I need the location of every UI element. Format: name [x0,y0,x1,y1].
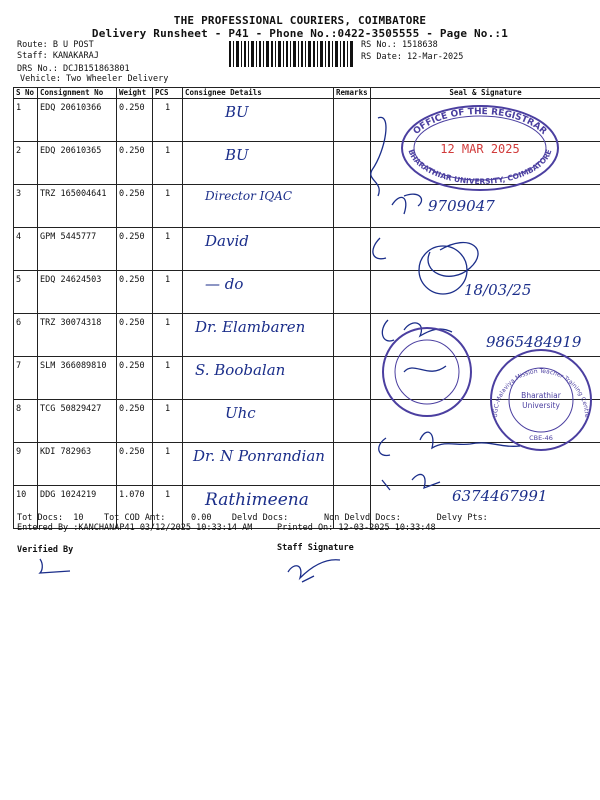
consignee-handwriting: Dr. N Ponrandian [193,447,325,465]
runsheet-subtitle: Delivery Runsheet - P41 - Phone No.:0422-3505555 - Page No.:1 [91,27,509,40]
verifier-signature [30,555,80,580]
cell-sno: 6 [14,314,38,357]
cell-pcs: 1 [153,357,183,400]
cell-sno: 4 [14,228,38,271]
cell-consignment: EDQ 20610365 [38,142,117,185]
cell-pcs: 1 [153,99,183,142]
cell-weight: 1.070 [117,486,153,529]
totals-line: Tot Docs: 10 Tot COD Amt: 0.00 Delvd Docs: Non Delvd Docs: Delvy Pts: [17,513,488,523]
cell-consignment: EDQ 20610366 [38,99,117,142]
cell-consignment: TRZ 30074318 [38,314,117,357]
svg-text:OFFICE OF THE REGISTRAR [412,107,549,137]
cell-pcs: 1 [153,142,183,185]
entered-by: Entered By :KANCHANAP41 03/12/2025 10:33:14 AM [17,523,253,533]
col-seal: Seal & Signature [371,88,600,99]
cell-consignment: EDQ 24624503 [38,271,117,314]
staff-signature-label: Staff Signature [277,543,354,553]
department-stamp [383,328,471,416]
cell-sno: 3 [14,185,38,228]
consignee-handwriting: Uhc [225,404,256,422]
registrar-stamp [402,106,558,190]
cell-consignment: TCG 50829427 [38,400,117,443]
cell-pcs: 1 [153,486,183,529]
cell-sno: 10 [14,486,38,529]
stamp-center-top: Bharathiar [521,391,561,400]
cell-pcs: 1 [153,271,183,314]
cell-consignment: TRZ 165004641 [38,185,117,228]
cell-pcs: 1 [153,443,183,486]
rs-date: RS Date: 12-Mar-2025 [361,52,464,62]
cell-weight: 0.250 [117,271,153,314]
cell-weight: 0.250 [117,185,153,228]
vehicle-info: Vehicle: Two Wheeler Delivery [20,74,169,84]
cell-weight: 0.250 [117,400,153,443]
cell-weight: 0.250 [117,314,153,357]
cell-pcs: 1 [153,185,183,228]
cell-sno: 5 [14,271,38,314]
stamp-date: 12 MAR 2025 [440,142,520,156]
cell-weight: 0.250 [117,228,153,271]
cell-pcs: 1 [153,314,183,357]
cell-consignment: GPM 5445777 [38,228,117,271]
stamp-ugc-text: UGC-Malaviya Mission Teacher Training Centre [491,367,591,418]
cell-pcs: 1 [153,400,183,443]
consignee-handwriting: Director IQAC [205,189,293,203]
phone-note-2: 9865484919 [486,333,582,351]
cell-pcs: 1 [153,228,183,271]
phone-note-1: 9709047 [428,197,495,215]
col-consignment: Consignment No [38,88,117,99]
cell-consignment: SLM 366089810 [38,357,117,400]
consignee-handwriting: BU [225,146,249,164]
consignee-handwriting: S. Boobalan [195,361,286,379]
stamp-registrar-top: OFFICE OF THE REGISTRAR [411,106,549,137]
col-weight: Weight [117,88,153,99]
date-note: 18/03/25 [464,281,532,299]
col-pcs: PCS [153,88,183,99]
cell-sno: 1 [14,99,38,142]
route-info: Route: B U POST [17,40,94,50]
cell-consignment: KDI 782963 [38,443,117,486]
cell-sno: 9 [14,443,38,486]
col-sno: S No [14,88,38,99]
printed-on: Printed On: 12-03-2025 10:33:48 [277,523,436,533]
cell-weight: 0.250 [117,443,153,486]
cell-weight: 0.250 [117,357,153,400]
stamp-center-bottom: University [522,401,560,410]
consignee-handwriting: Dr. Elambaren [195,318,306,336]
consignee-handwriting: BU [225,103,249,121]
staff-info: Staff: KANAKARAJ [17,51,99,61]
consignee-handwriting: Rathimeena [205,490,309,510]
cell-consignment: DDG 1024219 [38,486,117,529]
consignee-handwriting: David [205,232,249,250]
rs-number: RS No.: 1518638 [361,40,438,50]
company-title: THE PROFESSIONAL COURIERS, COIMBATORE [173,14,427,27]
staff-signature [280,552,360,586]
col-consignee: Consignee Details [183,88,334,99]
drs-info: DRS No.: DCJB151863801 [17,64,130,74]
ugc-stamp [491,350,591,450]
phone-note-3: 6374467991 [452,487,548,505]
cell-weight: 0.250 [117,99,153,142]
consignee-handwriting: — do [205,275,244,293]
cell-weight: 0.250 [117,142,153,185]
stamp-cbe: CBE-46 [529,434,553,442]
stamp-registrar-bottom: BHARATHIAR UNIVERSITY, COIMBATORE [406,148,554,187]
cell-sno: 8 [14,400,38,443]
cell-sno: 7 [14,357,38,400]
col-remarks: Remarks [334,88,371,99]
verified-by-label: Verified By [17,545,74,555]
cell-sno: 2 [14,142,38,185]
